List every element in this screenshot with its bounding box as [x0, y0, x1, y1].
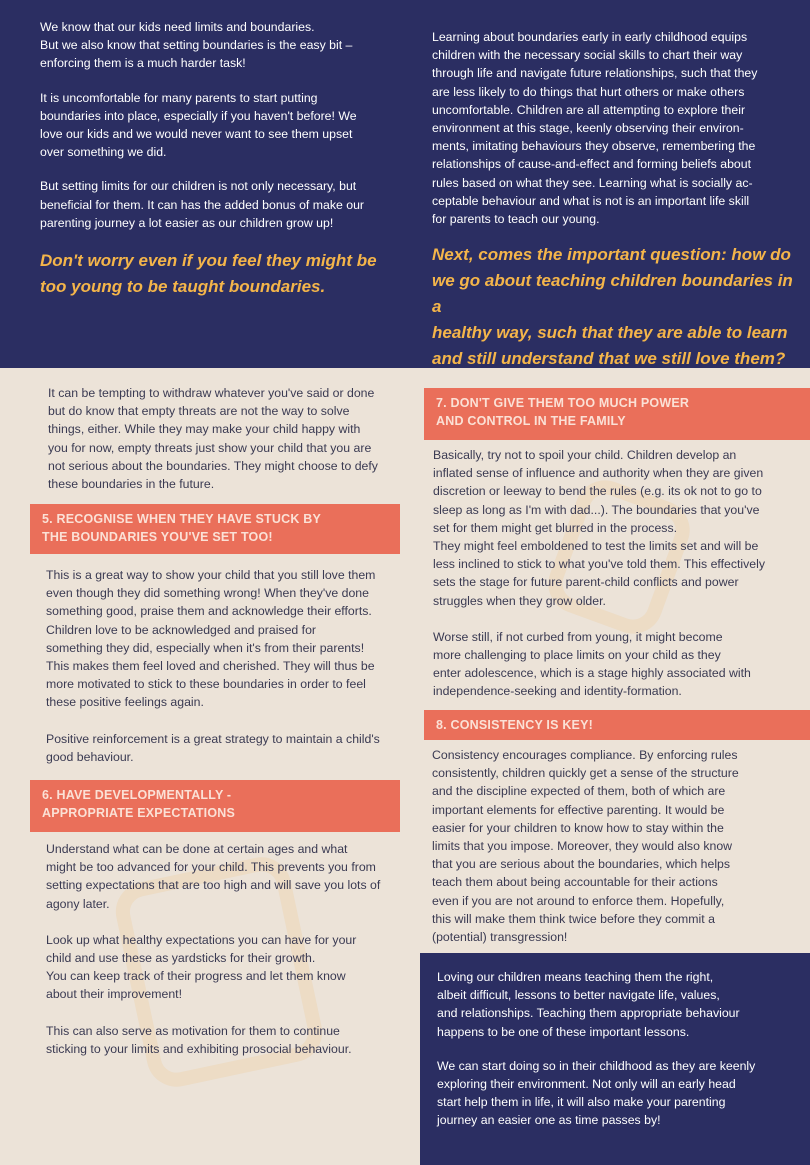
- closing-text: [437, 968, 799, 1146]
- section-5-paragraph-2: Positive reinforcement is a great strategy to maintain a child's good behaviour.: [46, 731, 380, 764]
- closing-paragraph-2: We can start doing so in their childhood as they are keenly exploring their environment. Not only will an early head start help them in life, it will also make your parenting journey an easier one as time passes by!: [437, 1058, 756, 1128]
- top-navy-panel: [0, 0, 810, 368]
- section-7-paragraph-1: Basically, try not to spoil your child. Children develop an inflated sense of influence and authority when they are given discretion or leeway to bend the rules (e.g. its ok not to go to sleep as long as I'm with dad...). The boundaries that you've set for them might get blurred in the process. They might feel emboldened to test the limits set and will be less inclined to stick to what you've told them. This effectively sets the stage for future parent-child conflicts and power struggles when they grow older.: [433, 448, 766, 608]
- closing-paragraph-1: Loving our children means teaching them the right, albeit difficult, lessons to better navigate life, values, and relationships. Teaching them appropriate behaviour happens to be one of these important lessons.: [437, 970, 740, 1039]
- intro-paragraph-3: But setting limits for our children is not only necessary, but beneficial for them. It can has the added bonus of make our parenting journey a lot easier as our children grow up!: [40, 179, 365, 230]
- top-left-column: [40, 18, 410, 300]
- section-8-heading: 8. CONSISTENCY IS KEY!: [424, 710, 810, 740]
- early-learning-paragraph: Learning about boundaries early in early childhood equips children with the necessary social skills to chart their way through life and navigate future relationships, such that they are less likely to do things that hurt others or make others uncomfortable. Children are all attempting to explore their environment at this stage, keenly observing their environ- ments, imitating behaviours they observe, remembering the relationships of cause-and-effect and forming beliefs about rules based on what they see. Learning what is socially ac- ceptable behaviour and what is not is an important life skill for parents to teach our young.: [432, 30, 758, 227]
- section-7-heading: 7. DON'T GIVE THEM TOO MUCH POWER AND CONTROL IN THE FAMILY: [424, 388, 810, 440]
- section-5-body: [46, 566, 406, 766]
- section-7-paragraph-2: Worse still, if not curbed from young, it might become more challenging to place limits on your child as they enter adolescence, which is a stage highly associated with independence-seeking and identity-formation.: [433, 629, 751, 699]
- top-right-column: [432, 28, 802, 372]
- callout-too-young: Don't worry even if you feel they might be too young to be taught boundaries.: [40, 251, 377, 297]
- empty-threats-paragraph: It can be tempting to withdraw whatever you've said or done but do know that empty threats are not the way to solve things, either. While they may make your child happy with you for now, empty threats just show your child that you are not serious about the boundaries. They might choose to defy these boundaries in the future.: [48, 386, 378, 492]
- section-6-paragraph-2: Look up what healthy expectations you can have for your child and use these as yardsticks for their growth. You can keep track of their progress and let them know about their improvement!: [46, 932, 357, 1002]
- callout-important-question: Next, comes the important question: how do we go about teaching children boundaries in a healthy way, such that they are able to learn and still understand that we still love them?: [432, 245, 793, 369]
- left-intro: [48, 384, 403, 493]
- section-6-heading: 6. HAVE DEVELOPMENTALLY - APPROPRIATE EXPECTATIONS: [30, 780, 400, 832]
- intro-paragraph-2: It is uncomfortable for many parents to start putting boundaries into place, especially if you haven't before! We love our kids and we would never want to see them upset over something we did.: [40, 90, 357, 160]
- section-8-body: [432, 746, 804, 946]
- section-5-heading: 5. RECOGNISE WHEN THEY HAVE STUCK BY THE BOUNDARIES YOU'VE SET TOO!: [30, 504, 400, 554]
- section-7-body: [433, 446, 805, 701]
- section-6-paragraph-3: This can also serve as motivation for them to continue sticking to your limits and exhibiting prosocial behaviour.: [46, 1023, 352, 1056]
- section-5-paragraph-1: This is a great way to show your child that you still love them even though they did something wrong! When they've done something good, praise them and acknowledge their efforts. Children love to be acknowledged and praised for something they did, especially when it's from their parents! This makes them feel loved and cherished. They will thus be more motivated to stick to these boundaries in order to feel these positive feelings again.: [46, 568, 376, 710]
- intro-paragraph-1: We know that our kids need limits and boundaries. But we also know that setting boundaries is the easy bit – enforcing them is a much harder task!: [40, 20, 353, 71]
- section-6-body: [46, 840, 408, 1058]
- section-6-paragraph-1: Understand what can be done at certain ages and what might be too advanced for your child. This prevents you from setting expectations that are too high and will save you lots of agony later.: [46, 842, 381, 911]
- section-8-paragraph-1: Consistency encourages compliance. By enforcing rules consistently, children quickly get a sense of the structure and the discipline expected of them, both of which are important elements for effective parenting. It would be easier for your children to know how to stay within the limits that you impose. Moreover, they would also know that you are serious about the boundaries, which helps teach them about being accountable for their actions even if you are not around to enforce them. Hopefully, this will make them think twice before they commit a (potential) transgression!: [432, 748, 739, 945]
